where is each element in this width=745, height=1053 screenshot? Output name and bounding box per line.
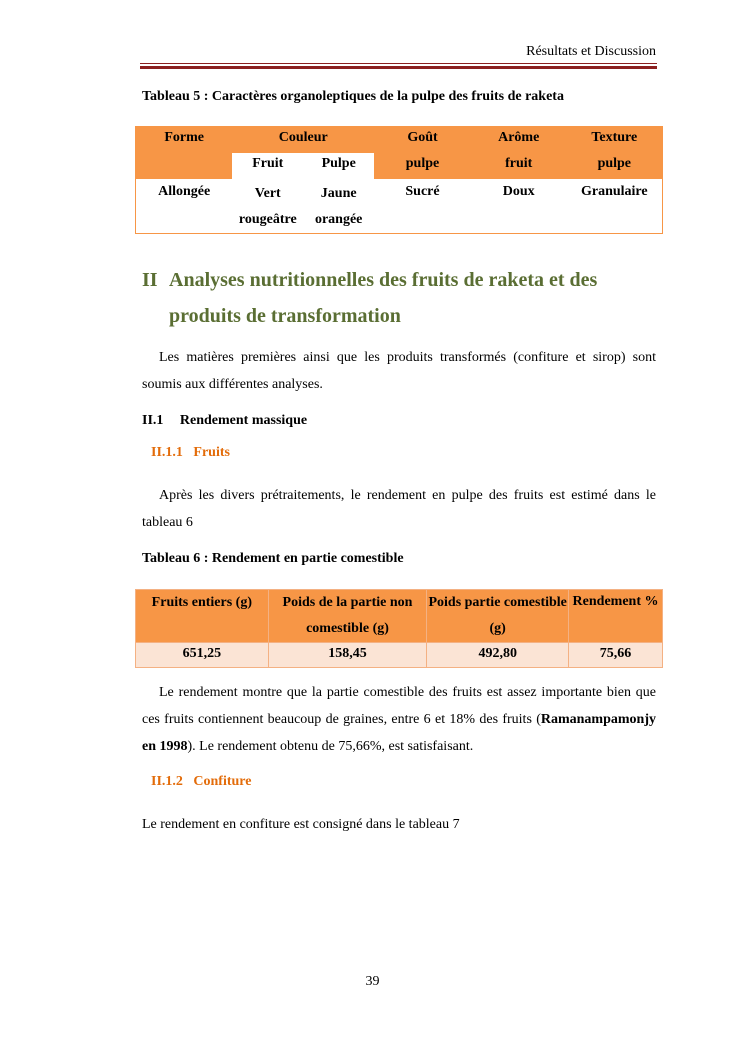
header-rule-thick — [140, 66, 657, 69]
rendement-paragraph — [142, 679, 656, 760]
table5-head-gout: Goût — [374, 127, 471, 154]
table5-row — [136, 179, 663, 234]
section-title: Analyses nutritionnelles des fruits de raketa et des produits de transformation — [169, 269, 598, 327]
section-number: II — [142, 269, 158, 291]
table5-head-texture-pulpe: pulpe — [567, 153, 663, 179]
rendement-text-before: Le rendement montre que la partie comestible des fruits est assez importante bien que ces fruits contiennent beaucoup de graines, entre 6 et 18% des fruits ( — [142, 685, 656, 727]
table5-head-couleur: Couleur — [232, 127, 374, 154]
table5-caption: Tableau 5 : Caractères organoleptiques de la pulpe des fruits de raketa — [142, 89, 564, 104]
table5-head-fruit: Fruit — [232, 153, 303, 179]
table5-cell-gout: Sucré — [405, 184, 440, 199]
rendement-reference: Ramanampamonjy en 1998 — [142, 712, 656, 754]
page-number: 39 — [365, 974, 380, 989]
table6-row — [136, 643, 663, 668]
subsection-number: II.1 — [142, 413, 164, 428]
running-header: Résultats et Discussion — [526, 44, 656, 59]
section-intro: Les matières premières ainsi que les produits transformés (confiture et sirop) sont soumis aux différentes analyses. — [142, 350, 656, 392]
table6-cell-non-comestible: 158,45 — [268, 643, 427, 668]
table6-header-row — [136, 590, 663, 643]
fruits-paragraph: Après les divers prétraitements, le rendement en pulpe des fruits est estimé dans le tableau 6 — [142, 488, 656, 530]
subsection-heading-rendement — [142, 413, 307, 429]
table6-head-rendement: Rendement % — [569, 590, 663, 643]
table6-cell-comestible: 492,80 — [427, 643, 569, 668]
table6-head-comestible: Poids partie comestible (g) — [427, 590, 569, 643]
table5-head-pulpe: Pulpe — [303, 153, 374, 179]
subsubsection-title: Fruits — [193, 445, 230, 460]
table5-head-arome-fruit: fruit — [471, 153, 567, 179]
header-rule-thin — [140, 63, 657, 64]
table5 — [135, 126, 663, 234]
table5-head-forme: Forme — [136, 127, 233, 180]
table5-head-gout-pulpe: pulpe — [374, 153, 471, 179]
table6-head-non-comestible: Poids de la partie non comestible (g) — [268, 590, 427, 643]
table5-cell-pulpe-line1: Jaune — [320, 186, 357, 201]
subsubsection-heading-fruits — [151, 445, 230, 461]
table5-cell-fruit-line1: Vert — [254, 186, 281, 201]
table5-head-texture: Texture — [567, 127, 663, 154]
table5-header-row — [136, 127, 663, 154]
table6-cell-rendement: 75,66 — [569, 643, 663, 668]
subsection-title: Rendement massique — [179, 413, 308, 428]
subsubsection-heading-confiture — [151, 774, 251, 790]
table6-cell-fruits-entiers: 651,25 — [136, 643, 269, 668]
table5-cell-pulpe — [303, 179, 374, 234]
table6-caption: Tableau 6 : Rendement en partie comestible — [142, 551, 404, 566]
subsubsection-number: II.1.2 — [151, 774, 183, 789]
table5-cell-fruit — [232, 179, 303, 234]
table6 — [135, 589, 663, 668]
table5-cell-forme: Allongée — [158, 184, 211, 199]
table5-cell-pulpe-line2: orangée — [314, 212, 363, 227]
subsubsection-title: Confiture — [193, 774, 252, 789]
table5-cell-texture: Granulaire — [580, 184, 648, 199]
table6-head-fruits-entiers: Fruits entiers (g) — [136, 590, 269, 643]
confiture-paragraph: Le rendement en confiture est consigné dans le tableau 7 — [142, 817, 460, 832]
table5-head-arome: Arôme — [471, 127, 567, 154]
subsubsection-number: II.1.1 — [151, 445, 183, 460]
table5-cell-fruit-line2: rougeâtre — [238, 212, 297, 227]
rendement-text-after: ). Le rendement obtenu de 75,66%, est satisfaisant. — [187, 739, 474, 754]
table5-cell-arome: Doux — [502, 184, 535, 199]
